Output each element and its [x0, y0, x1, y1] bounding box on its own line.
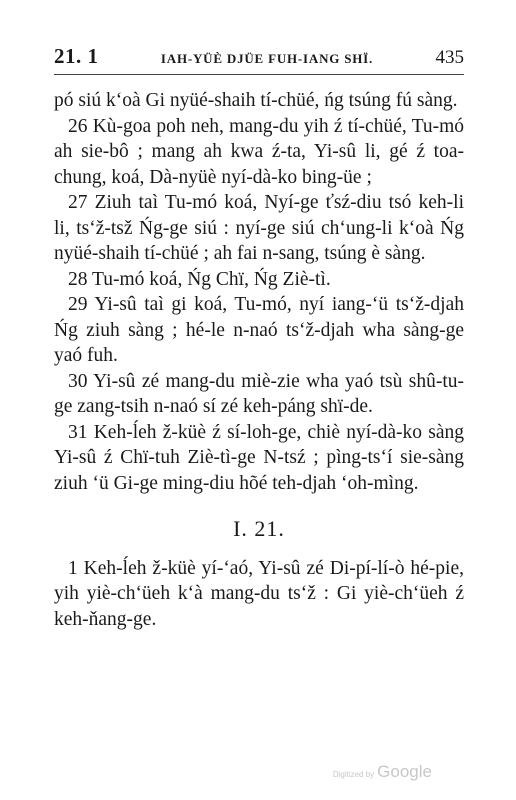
verse-paragraph: 29 Yi-sû taì gi koá, Tu-mó, nyí iang-‘ü ts‘ž-djah Ńg ziuh sàng ; hé-le n-naó ts‘ž-djah wha sàng-ge yaó fuh.	[54, 294, 464, 366]
chapter-verse-label: 21. 1	[54, 44, 99, 68]
verse-paragraph: 30 Yi-sû zé mang-du miè-zie wha yaó tsù shû-tu-ge zang-tsih n-naó sí zé keh-páng shï-de.	[54, 370, 464, 417]
page-number: 435	[435, 47, 464, 68]
running-header	[54, 44, 464, 75]
watermark-logo-text: Google	[377, 762, 432, 781]
verse-paragraph: 28 Tu-mó koá, Ńg Chï, Ńg Ziè-tì.	[68, 268, 331, 290]
verse-paragraph: pó siú k‘oà Gi nyüé-shaih tí-chüé, ńg tsúng fú sàng.	[54, 90, 458, 111]
watermark-small-text: Digitized by	[332, 770, 375, 779]
chapter-heading: I. 21.	[233, 516, 285, 541]
running-title: IAH-YÜÈ DJÜE FUH-IANG SHÏ.	[160, 51, 374, 66]
google-watermark	[333, 762, 432, 782]
verse-paragraph: 31 Keh-ĺeh ž-küè ź sí-loh-ge, chiè nyí-dà-ko sàng Yi-sû ź Chï-tuh Ziè-tì-ge N-tsź ; pìng-ts‘í sie-sàng ziuh ‘ü Gi-ge ming-diu hõé teh-djah ‘oh-mìng.	[54, 421, 464, 494]
verse-paragraph: 26 Kù-goa poh neh, mang-du yih ź tí-chüé, Tu-mó ah sie-bô ; mang ah kwa ź-ta, Yi-sû li, gé ź toa-chung, koá, Dà-nyüè nyí-dà-ko bing-üe ;	[54, 115, 464, 188]
body-text	[54, 88, 464, 632]
verse-paragraph: 1 Keh-ĺeh ž-küè yí-‘aó, Yi-sû zé Di-pí-lí-ò hé-pie, yih yiè-ch‘üeh k‘à mang-du ts‘ž : Gi yiè-ch‘üeh ź keh-ňang-ge.	[54, 557, 464, 630]
verse-paragraph: 27 Ziuh taì Tu-mó koá, Nyí-ge ťsź-diu tsó keh-li li, ts‘ž-tsž Ńg-ge siú : nyí-ge siú ch‘ung-li k‘oà Ńg nyüé-shaih tí-chüé ; ah fai n-sang, tsúng è sàng.	[54, 192, 464, 264]
